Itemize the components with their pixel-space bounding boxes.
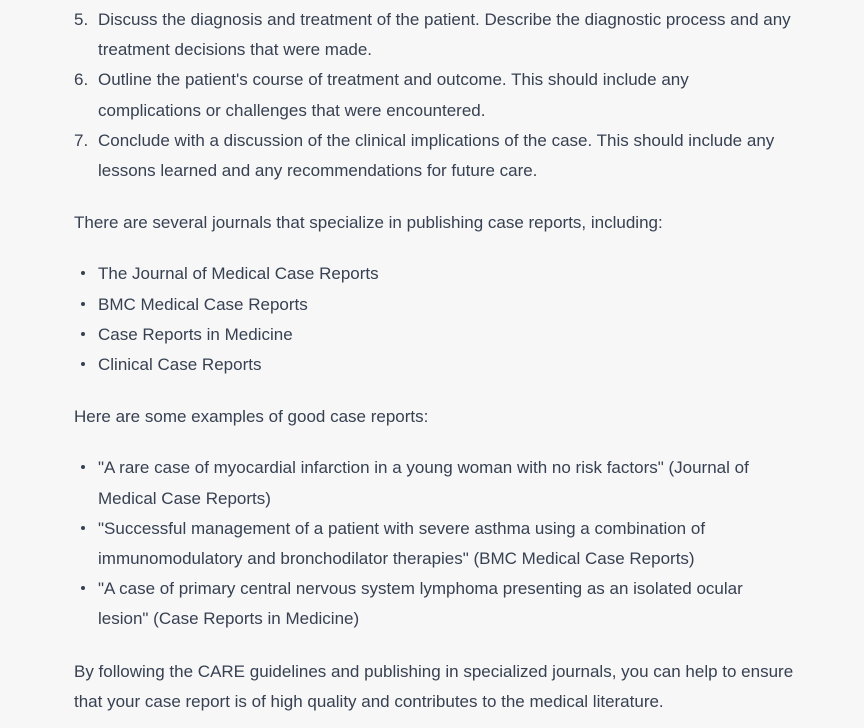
bullet-icon	[81, 271, 85, 275]
bullet-icon	[81, 586, 85, 590]
list-item-text: "Successful management of a patient with severe asthma using a combination of immunomodulatory and bronchodilator therapies" (BMC Medical Case Reports)	[98, 518, 706, 569]
list-item	[74, 259, 794, 289]
list-item-text: "A rare case of myocardial infarction in a young woman with no risk factors" (Journal of Medical Case Reports)	[98, 458, 749, 508]
chat-message-content	[74, 5, 794, 717]
list-item	[74, 350, 794, 380]
list-item	[74, 514, 794, 574]
conclusion-paragraph: By following the CARE guidelines and publishing in specialized journals, you can help to ensure that your case report is of high quality and contributes to the medical literature.	[74, 661, 794, 711]
list-item	[74, 320, 794, 350]
list-item-text: Conclude with a discussion of the clinical implications of the case. This should include any lessons learned and any recommendations for future care.	[98, 130, 775, 181]
list-item-text: Clinical Case Reports	[98, 355, 262, 375]
list-item-text: BMC Medical Case Reports	[98, 294, 308, 314]
bullet-icon	[81, 302, 85, 306]
list-number: 6.	[74, 70, 89, 90]
examples-list	[74, 453, 794, 634]
list-item-text: Case Reports in Medicine	[98, 324, 293, 344]
list-item	[74, 126, 794, 186]
bullet-icon	[81, 526, 85, 530]
bullet-icon	[81, 465, 85, 469]
list-item	[74, 65, 794, 125]
list-item	[74, 5, 794, 65]
list-number: 5.	[74, 10, 89, 29]
list-item-text: Discuss the diagnosis and treatment of the patient. Describe the diagnostic process and any treatment decisions that were made.	[98, 10, 791, 60]
list-number: 7.	[74, 130, 89, 150]
list-item	[74, 574, 794, 634]
list-item-text: The Journal of Medical Case Reports	[98, 264, 379, 284]
bullet-icon	[81, 332, 85, 336]
list-item	[74, 290, 794, 320]
list-item-text: Outline the patient's course of treatment and outcome. This should include any complications or challenges that were encountered.	[98, 70, 689, 120]
examples-intro-paragraph: Here are some examples of good case reports:	[74, 407, 429, 427]
bullet-icon	[81, 362, 85, 366]
journals-list	[74, 259, 794, 380]
steps-list	[74, 5, 794, 186]
list-item-text: "A case of primary central nervous system lymphoma presenting as an isolated ocular lesion" (Case Reports in Medicine)	[98, 579, 743, 629]
journals-intro-paragraph: There are several journals that specialize in publishing case reports, including:	[74, 213, 663, 233]
list-item	[74, 453, 794, 513]
